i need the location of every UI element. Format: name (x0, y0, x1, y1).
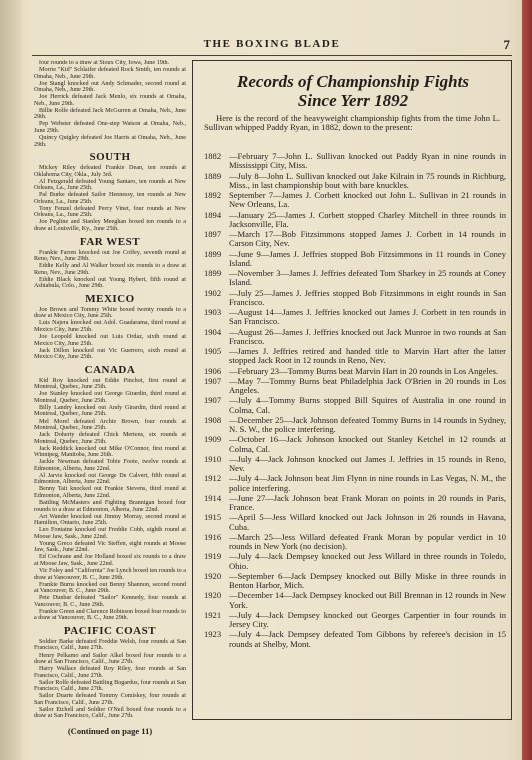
record-entry (204, 494, 506, 512)
record-year: 1899 (204, 268, 222, 278)
record-year: 1907 (204, 395, 222, 406)
record-year: 1921 (204, 609, 222, 620)
record-entry (204, 347, 506, 365)
record-text: —June 9—James J. Jeffries stopped Bob Fitzsimmons in 11 rounds in Coney Island. (229, 248, 506, 268)
result-item: Mickey Riley defeated Frankie Dean, ten rounds at Oklahoma City, Okla., July 3rd. (34, 165, 186, 178)
record-text: —April 5—Jess Willard knocked out Jack Johnson in 26 rounds in Havana, Cuba. (229, 512, 506, 532)
result-item: Mel Morel defeated Archie Brown, four rounds at Montreal, Quebec, June 25th. (34, 418, 186, 432)
record-year: 1916 (204, 531, 222, 542)
record-year: 1892 (204, 190, 222, 200)
page-spine-shadow (0, 0, 22, 760)
continued-note: (Continued on page 11) (67, 725, 153, 736)
record-entry (204, 152, 506, 170)
result-item: four rounds to a draw at Sioux City, Iowa, June 19th. (39, 60, 170, 66)
header-rule (32, 55, 512, 56)
records-intro-text: Here is the record of the heavyweight championship fights from the time John L. Sullivan whipped Paddy Ryan, in 1882, down to the present: (204, 113, 500, 133)
result-item: Billy Landry knocked out Andy Girardin, third round at Montreal, Quebec, June 25th. (34, 404, 186, 418)
record-year: 1908 (204, 414, 222, 425)
result-item: Frankie Farren knocked out Joe Coffey, seventh round at Reno, Nev., June 29th. (34, 249, 186, 263)
result-item: Jack Reddick knocked out Mike O'Connor, first round at Winnipeg, Manitoba, June 26th. (34, 445, 186, 459)
result-item: Leo Fontaine knocked out Freddie Cobb, eighth round at Moose Jaw, Sask., June 22nd. (34, 527, 186, 540)
result-item: Joe Herrick defeated Jack Menlo, six rounds at Omaha, Neb., June 29th. (34, 94, 186, 107)
record-year: 1897 (204, 229, 222, 239)
result-item: Pep Webster defeated One-step Watson at Omaha, Neb., June 29th. (34, 121, 186, 134)
record-year: 1919 (204, 551, 222, 562)
result-item: Tony Fenzel defeated Percy Vinet, four rounds at New Orleans, La., June 25th. (34, 205, 186, 219)
result-item: Harry Wallace defeated Roy Riley, four rounds at San Francisco, Calif., June 27th. (34, 666, 186, 679)
record-text: —July 8—John L. Sullivan knocked out Jake Kilrain in 75 rounds in Richburg, Miss., in last championship bout with bare knuckles. (229, 170, 506, 190)
result-item: Joe Pegline and Stanley Meeghan boxed ten rounds to a draw at Louisville, Ky., June 25th. (34, 219, 186, 233)
record-text: —September 6—Jack Dempsey knocked out Billy Miske in three rounds in Benton Harbor, Mich. (229, 570, 506, 590)
record-entry (204, 191, 506, 209)
record-entry (204, 367, 506, 376)
record-text: —July 4—Jack Dempsey knocked out Jess Willard in three rounds in Toledo, Ohio. (229, 551, 506, 571)
result-item: Battling McMasters and Fighting Brannigan boxed four rounds to a draw at Edmonton, Alberta, June 22nd. (34, 500, 186, 513)
result-item: Al Fetzgerald defeated Young Santaro, ten rounds at New Orleans, La., June 25th. (34, 178, 186, 192)
record-entry (204, 572, 506, 590)
record-entry (204, 377, 506, 395)
record-year: 1915 (204, 512, 222, 523)
record-entry (204, 552, 506, 570)
record-entry (204, 611, 506, 629)
record-text: —August 26—James J. Jeffries knocked out Jack Munroe in two rounds at San Francisco. (229, 326, 506, 346)
record-text: —November 3—James J. Jeffries defeated Tom Sharkey in 25 rounds at Coney Island. (229, 268, 506, 288)
record-text: —July 4—Tommy Burns stopped Bill Squires of Australia in one round in Colma, Cal. (229, 395, 506, 415)
result-item: Billie Rolfe defeated Jack McGurren at Omaha, Neb., June 29th. (34, 107, 186, 121)
record-year: 1923 (204, 629, 222, 640)
result-item: Sailor Etchell and Soldier O'Neil boxed four rounds to a draw at San Francisco, Calif., June 27th. (34, 706, 186, 720)
region-heading: SOUTH (89, 151, 131, 164)
result-item: Vic Foley and "California" Joe Lynch boxed ten rounds to a draw at Vancouver, B. C., June 29th. (34, 568, 186, 581)
binding-edge (522, 0, 532, 760)
record-entry (204, 289, 506, 307)
record-entry (204, 211, 506, 229)
result-item: Sailor Duarte defeated Tommy Comiskey, four rounds at San Francisco, Calif., June 27th. (34, 693, 186, 706)
region-heading: CANADA (84, 363, 136, 376)
record-year: 1904 (204, 326, 222, 337)
record-entry (204, 435, 506, 453)
record-entry (204, 269, 506, 287)
result-item: Quincy Quigley defeated Joe Harris at Omaha, Neb., June 29th. (34, 135, 186, 148)
record-year: 1905 (204, 346, 222, 356)
record-entry (204, 250, 506, 268)
result-item: Frankie Burns knocked out Benny Shannon, second round at Vancouver, B. C., June 29th. (34, 581, 186, 595)
record-entry (204, 591, 506, 609)
result-item: Kid Roy knocked out Eddie Pinchot, first round at Montreal, Quebec, June 25th. (34, 377, 186, 391)
page-header (32, 38, 512, 54)
record-text: —James J. Jeffries retired and handed title to Marvin Hart after the latter stopped Jack Root in 12 rounds in Reno, Nev. (229, 346, 506, 366)
record-text: —July 4—Jack Dempsey knocked out Georges Carpentier in four rounds in Jersey City. (229, 609, 506, 629)
result-item: Morrie "Kid" Schlaifer defeated Rock Smith, ten rounds at Omaha, Neb., June 29th. (34, 67, 186, 80)
record-text: —July 4—Jack Johnson knocked out James J. Jeffries in 15 rounds in Reno, Nev. (229, 453, 506, 473)
record-entry (204, 513, 506, 531)
records-title (192, 72, 514, 110)
record-year: 1899 (204, 248, 222, 259)
record-year: 1912 (204, 473, 222, 484)
championship-list (204, 152, 506, 650)
record-entry (204, 230, 506, 248)
records-intro (204, 114, 500, 133)
record-entry (204, 416, 506, 434)
record-year: 1906 (204, 365, 222, 376)
record-text: —June 27—Jack Johnson beat Frank Moran on points in 20 rounds in Paris, France. (229, 492, 506, 512)
publication-title: THE BOXING BLADE (203, 38, 341, 50)
result-item: Frankie Green and Clarence Robinson boxed four rounds to a draw at Vancouver, B. C., June 29th. (34, 608, 186, 622)
record-text: —February 7—John L. Sullivan knocked out Paddy Ryan in nine rounds in Mississippi City, Miss. (229, 151, 506, 171)
record-year: 1920 (204, 570, 222, 581)
result-item: Joe Stangl knocked out Andy Schmader, second round at Omaha, Neb., June 29th. (34, 80, 186, 94)
record-year: 1909 (204, 434, 222, 445)
result-item: Luis Najera knocked out Adol. Guadarama, third round at Mexico City, June 25th. (34, 320, 186, 333)
record-year: 1894 (204, 209, 222, 220)
result-item: Jack Dillon knocked out Vic Guerrero, sixth round at Mexico City, June 25th. (34, 347, 186, 361)
record-entry (204, 474, 506, 492)
record-entry (204, 396, 506, 414)
result-item: Jack Doherty defeated Chick Mertens, six rounds at Montreal, Quebec, June 25th. (34, 432, 186, 445)
record-text: —December 14—Jack Dempsey knocked out Bill Brennan in 12 rounds in New York. (229, 590, 506, 610)
record-text: —January 25—James J. Corbett stopped Charley Mitchell in three rounds in Jacksonville, Fla. (229, 209, 506, 229)
records-title-line1: Records of Championship Fights (237, 72, 469, 91)
record-text: —July 25—James J. Jeffries stopped Bob Fitzsimmons in eight rounds in San Francisco. (229, 287, 506, 307)
record-year: 1914 (204, 492, 222, 503)
record-year: 1920 (204, 590, 222, 601)
record-text: —February 23—Tommy Burns beat Marvin Hart in 20 rounds in Los Angeles. (229, 365, 499, 376)
result-item: Henry Pelkamo and Sailor Alkel boxed four rounds to a draw at San Francisco, Calif., June 27th. (34, 652, 186, 666)
record-entry (204, 630, 506, 648)
page-number: 7 (503, 37, 510, 52)
region-heading: MEXICO (85, 292, 135, 305)
result-item: Ed Cochrane and Joe Holland boxed six rounds to a draw at Moose Jaw, Sask., June 22nd. (34, 554, 186, 567)
result-item: Pal Burke defeated Sailor Hennessy, ten rounds at New Orleans, La., June 25th. (34, 192, 186, 205)
record-text: September 7—James J. Corbett knocked out John L. Sullivan in 21 rounds in New Orleans, La. (229, 190, 506, 210)
record-text: —August 14—James J. Jeffries knocked out James J. Corbett in ten rounds in San Francisco. (229, 307, 506, 327)
result-item: Joe Brown and Tommy White boxed twenty rounds to a draw at Mexico City, June 25th. (34, 306, 186, 320)
record-text: —July 4—Jack Johnson beat Jim Flynn in nine rounds in Las Vegas, N. M., the police interfering. (229, 473, 506, 493)
record-text: —July 4—Jack Dempsey defeated Tom Gibbons by referee's decision in 15 rounds at Shelby, Mont. (229, 629, 506, 649)
region-heading: PACIFIC COAST (63, 624, 157, 637)
result-item: Benny Tait knocked out Frankie Stevens, third round at Edmonton, Alberta, June 22nd. (34, 486, 186, 500)
record-year: 1882 (204, 151, 222, 161)
result-item: Art Wander knocked out Jimmy Morray, second round at Hamilton, Ontario, June 25th. (34, 513, 186, 527)
record-entry (204, 308, 506, 326)
result-item: Joe Stanley knocked out George Girardin, third round at Montreal, Quebec, June 25th. (34, 391, 186, 404)
record-text: —March 25—Jess Willard defeated Frank Moran by popular verdict in 10 rounds in New York (no decision). (229, 531, 506, 551)
region-heading: FAR WEST (79, 235, 141, 248)
record-text: —March 17—Bob Fitzsimmons stopped James J. Corbett in 14 rounds in Carson City, Nev. (229, 229, 506, 249)
record-text: —December 25—Jack Johnson defeated Tommy Burns in 14 rounds in Sydney, N. S. W., the police interfering. (229, 414, 506, 434)
record-entry (204, 172, 506, 190)
result-item: Al Jarvis knocked out George De Calvert, fifth round at Edmonton, Alberta, June 22nd. (34, 472, 186, 486)
record-entry (204, 455, 506, 473)
result-item: Soldier Barke defeated Freddie Welsh, four rounds at San Francisco, Calif., June 27th. (34, 638, 186, 652)
result-item: Pete Dunbar defeated "Sailor" Kennedy, four rounds at Vancouver, B. C., June 29th. (34, 595, 186, 608)
record-text: —May 7—Tommy Burns beat Philadelphia Jack O'Brien in 20 rounds in Los Angeles. (229, 375, 506, 395)
records-title-line2: Since Yerr 1892 (297, 91, 409, 110)
record-year: 1910 (204, 453, 222, 464)
fight-results-column (34, 60, 186, 750)
result-item: Joe Leopold knocked out Luis Ordaz, sixth round at Mexico City, June 25th. (34, 334, 186, 347)
record-year: 1907 (204, 375, 222, 386)
result-item: Young Greco defeated Vic Steffen, eight rounds at Moose Jaw, Sask., June 22nd. (34, 540, 186, 554)
result-item: Sailor Rolfe defeated Battling Bogardus, four rounds at San Francisco, Calif., June 27th. (34, 679, 186, 693)
record-year: 1903 (204, 307, 222, 317)
record-year: 1889 (204, 170, 222, 181)
record-entry (204, 328, 506, 346)
result-item: Eddie Black knocked out Young Hybert, fifth round at Ashtabula, Colo., June 29th. (34, 276, 186, 290)
record-entry (204, 533, 506, 551)
record-year: 1902 (204, 287, 222, 298)
result-item: Jackie Newman defeated Tobie Foote, twelve rounds at Edmonton, Alberta, June 22nd. (34, 459, 186, 472)
result-item: Eddie Kelly and Al Walker boxed six rounds to a draw at Reno, Nev., June 29th. (34, 263, 186, 276)
record-text: —October 16—Jack Johnson knocked out Stanley Ketchel in 12 rounds at Colma, Cal. (229, 434, 506, 454)
